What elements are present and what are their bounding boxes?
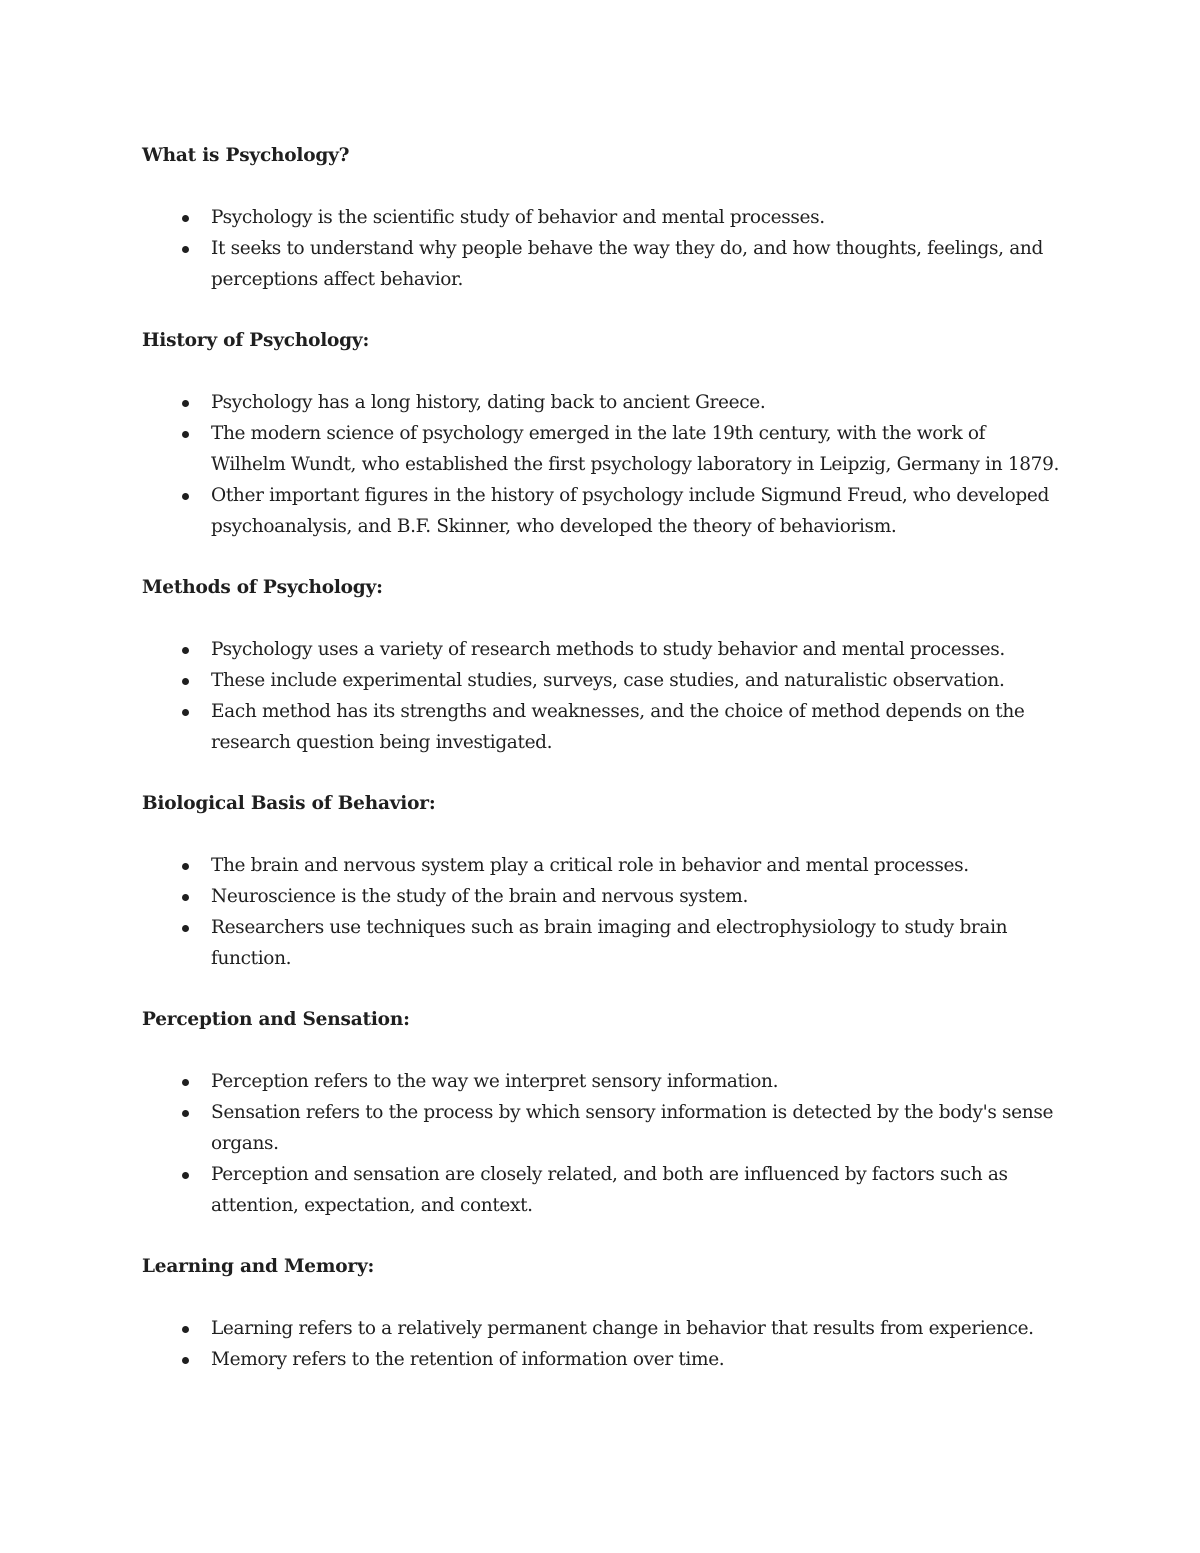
bullet-text: Psychology uses a variety of research methods to study behavior and mental processes. — [211, 639, 1005, 660]
bullet-dot-icon — [182, 1357, 189, 1364]
bullet-dot-icon — [182, 1326, 189, 1333]
section-heading: Biological Basis of Behavior: — [142, 793, 436, 814]
bullet-list — [142, 202, 1062, 295]
bullet-item — [142, 387, 1062, 418]
section-history-of-psychology — [142, 325, 1062, 542]
bullet-list — [142, 387, 1062, 542]
section-perception-and-sensation — [142, 1004, 1062, 1221]
section-learning-and-memory — [142, 1251, 1062, 1375]
bullet-dot-icon — [182, 925, 189, 932]
document-content — [142, 140, 1062, 1405]
bullet-text: Each method has its strengths and weaknesses, and the choice of method depends on the research question being investigated. — [211, 701, 1025, 753]
bullet-text: Neuroscience is the study of the brain and nervous system. — [211, 886, 749, 907]
bullet-list — [142, 634, 1062, 758]
bullet-text: These include experimental studies, surveys, case studies, and naturalistic observation. — [211, 670, 1005, 691]
bullet-dot-icon — [182, 431, 189, 438]
bullet-item — [142, 1313, 1062, 1344]
bullet-item — [142, 696, 1062, 758]
bullet-text: Sensation refers to the process by which sensory information is detected by the body's sense organs. — [211, 1102, 1054, 1154]
bullet-item — [142, 881, 1062, 912]
section-what-is-psychology — [142, 140, 1062, 295]
bullet-dot-icon — [182, 709, 189, 716]
section-heading: What is Psychology? — [142, 145, 350, 166]
bullet-dot-icon — [182, 647, 189, 654]
bullet-dot-icon — [182, 894, 189, 901]
bullet-text: Perception and sensation are closely related, and both are influenced by factors such as attention, expectation, and context. — [211, 1164, 1008, 1216]
bullet-text: Memory refers to the retention of information over time. — [211, 1349, 725, 1370]
bullet-dot-icon — [182, 400, 189, 407]
bullet-dot-icon — [182, 678, 189, 685]
section-biological-basis-of-behavior — [142, 788, 1062, 974]
section-methods-of-psychology — [142, 572, 1062, 758]
bullet-dot-icon — [182, 863, 189, 870]
bullet-item — [142, 480, 1062, 542]
bullet-text: The brain and nervous system play a critical role in behavior and mental processes. — [211, 855, 969, 876]
bullet-item — [142, 1066, 1062, 1097]
bullet-dot-icon — [182, 215, 189, 222]
bullet-item — [142, 1159, 1062, 1221]
bullet-item — [142, 665, 1062, 696]
bullet-item — [142, 418, 1062, 480]
bullet-text: Learning refers to a relatively permanent change in behavior that results from experience. — [211, 1318, 1034, 1339]
bullet-item — [142, 850, 1062, 881]
bullet-text: It seeks to understand why people behave the way they do, and how thoughts, feelings, and perceptions affect behavior. — [211, 238, 1043, 290]
bullet-dot-icon — [182, 1079, 189, 1086]
bullet-text: Other important figures in the history of psychology include Sigmund Freud, who developed psychoanalysis, and B.F. Skinner, who developed the theory of behaviorism. — [211, 485, 1049, 537]
bullet-item — [142, 1097, 1062, 1159]
bullet-dot-icon — [182, 493, 189, 500]
bullet-item — [142, 1344, 1062, 1375]
bullet-text: Psychology is the scientific study of behavior and mental processes. — [211, 207, 825, 228]
bullet-text: The modern science of psychology emerged in the late 19th century, with the work of Wilhelm Wundt, who established the first psychology laboratory in Leipzig, Germany in 1879. — [211, 423, 1060, 475]
section-heading: History of Psychology: — [142, 330, 370, 351]
bullet-dot-icon — [182, 1172, 189, 1179]
section-heading: Perception and Sensation: — [142, 1009, 410, 1030]
section-heading: Methods of Psychology: — [142, 577, 383, 598]
bullet-item — [142, 912, 1062, 974]
bullet-item — [142, 202, 1062, 233]
bullet-item — [142, 634, 1062, 665]
bullet-dot-icon — [182, 246, 189, 253]
section-heading: Learning and Memory: — [142, 1256, 375, 1277]
bullet-dot-icon — [182, 1110, 189, 1117]
bullet-list — [142, 1313, 1062, 1375]
bullet-list — [142, 1066, 1062, 1221]
bullet-list — [142, 850, 1062, 974]
bullet-text: Perception refers to the way we interpret sensory information. — [211, 1071, 779, 1092]
bullet-item — [142, 233, 1062, 295]
bullet-text: Psychology has a long history, dating back to ancient Greece. — [211, 392, 766, 413]
bullet-text: Researchers use techniques such as brain imaging and electrophysiology to study brain function. — [211, 917, 1008, 969]
